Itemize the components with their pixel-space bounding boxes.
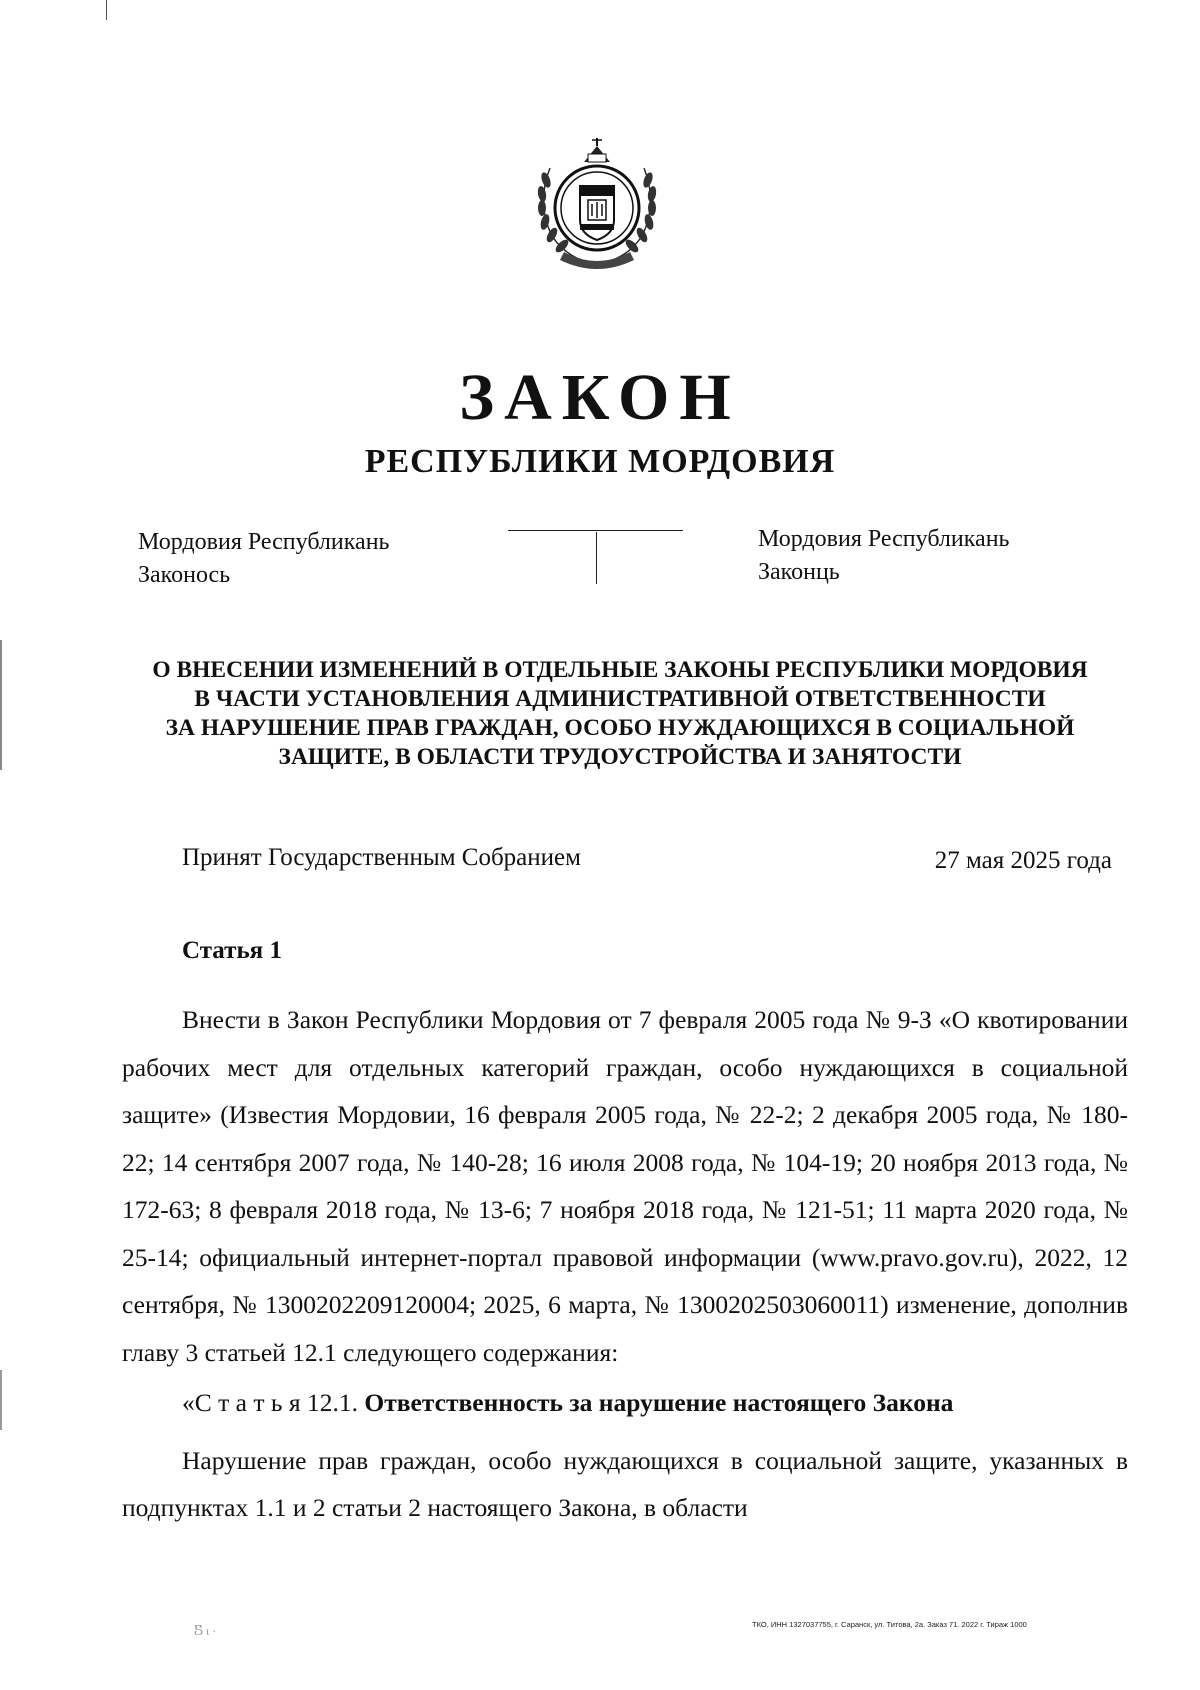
scan-mark (0, 640, 2, 770)
article-heading: Статья 1 (182, 937, 282, 964)
scan-mark (106, 0, 107, 20)
sub-article-prefix: «С т а т ь я 12.1. (182, 1388, 358, 1417)
law-heading-line: О ВНЕСЕНИИ ИЗМЕНЕНИЙ В ОТДЕЛЬНЫЕ ЗАКОНЫ РЕСПУБЛИКИ МОРДОВИЯ (152, 657, 1088, 683)
law-title: ЗАКОН (459, 361, 741, 434)
mordovian-right-line1: Мордовия Республикань (758, 526, 1010, 552)
footer-mark: Ⴝ ι · (194, 1624, 217, 1638)
mordovian-right-line2: Законць (758, 559, 840, 585)
scan-mark (0, 1370, 2, 1430)
law-heading-line: ЗА НАРУШЕНИЕ ПРАВ ГРАЖДАН, ОСОБО НУЖДАЮЩИХСЯ В СОЦИАЛЬНОЙ (165, 715, 1075, 741)
mordovian-heading-right (758, 523, 1009, 589)
sub-article-title: Ответственность за нарушение настоящего Закона (364, 1388, 954, 1417)
number-field-divider (596, 532, 597, 584)
mordovian-heading-left (138, 526, 389, 592)
article-body (122, 996, 1128, 1532)
law-number-field (508, 530, 683, 586)
article-paragraph: Внести в Закон Республики Мордовия от 7 февраля 2005 года № 9-З «О квотировании рабочих мест для отдельных категорий граждан, особо нуждающихся в социальной защите» (Известия Мордовии, 16 февраля 2005 года, № 22-2; 2 декабря 2005 года, № 180-22; 14 сентября 2007 года, № 140-28; 16 июля 2008 года, № 104-19; 20 ноября 2013 года, № 172-63; 8 февраля 2018 года, № 13-6; 7 ноября 2018 года, № 121-51; 11 марта 2020 года, № 25-14; официальный интернет-портал правовой информации (www.pravo.gov.ru), 2022, 12 сентября, № 1300202209120004; 2025, 6 марта, № 1300202503060011) изменение, дополнив главу 3 статьей 12.1 следующего содержания: (122, 1005, 1128, 1367)
number-field-line (508, 530, 683, 531)
law-subtitle: РЕСПУБЛИКИ МОРДОВИЯ (364, 443, 836, 480)
law-heading (100, 656, 1140, 772)
article-paragraph: Нарушение прав граждан, особо нуждающихся в социальной защите, указанных в подпунктах 1.1 и 2 статьи 2 настоящего Закона, в области (122, 1445, 1128, 1522)
mordovian-left-line2: Законось (138, 562, 231, 588)
adopted-date: 27 мая 2025 года (934, 847, 1112, 874)
coat-of-arms-icon (522, 128, 672, 278)
law-heading-line: ЗАЩИТЕ, В ОБЛАСТИ ТРУДОУСТРОЙСТВА И ЗАНЯТОСТИ (278, 744, 962, 770)
law-heading-line: В ЧАСТИ УСТАНОВЛЕНИЯ АДМИНИСТРАТИВНОЙ ОТВЕТСТВЕННОСТИ (194, 686, 1046, 712)
printing-imprint: ТКО, ИНН 1327037755, г. Саранск, ул. Титова, 2а. Заказ 71. 2022 г. Тираж 1000 (752, 1620, 1027, 1629)
sub-article-heading (122, 1379, 1128, 1427)
mordovian-left-line1: Мордовия Республикань (138, 529, 390, 555)
adopted-by: Принят Государственным Собранием (182, 844, 581, 871)
